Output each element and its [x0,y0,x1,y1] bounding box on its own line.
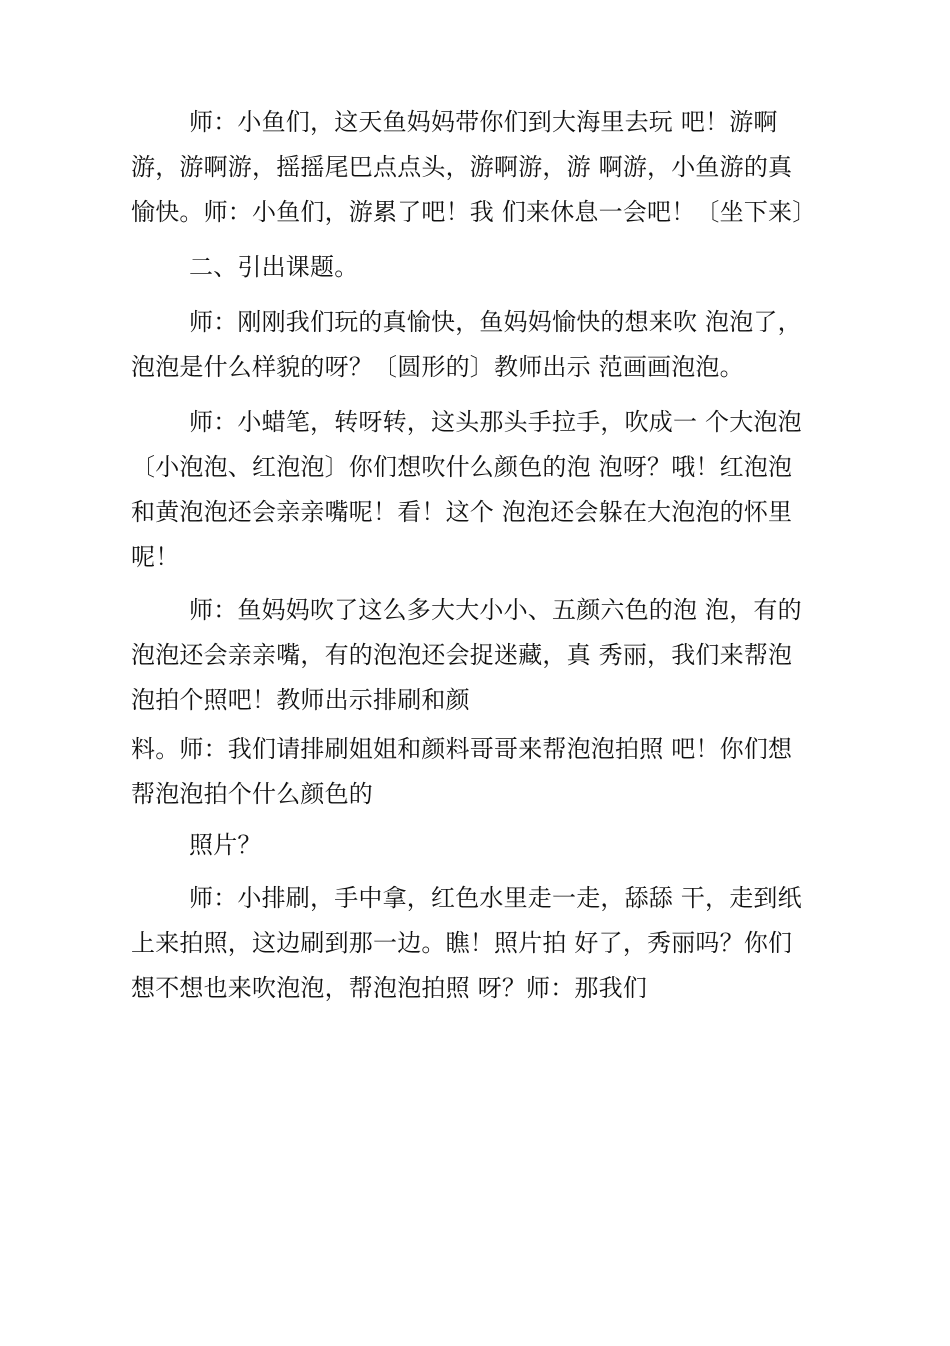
paragraph-2: 二、引出课题。 [189,253,359,281]
paragraph-6: 料。师：我们请排刷姐姐和颜料哥哥来帮泡泡拍照 吧！你们想帮泡泡拍个什么颜色的 [131,735,793,808]
paragraph-1: 师：小鱼们，这天鱼妈妈带你们到大海里去玩 吧！游啊游，游啊游，摇摇尾巴点点头，游啊游，游 啊游，小鱼游的真愉快。师：小鱼们，游累了吧！我 们来休息一会吧！〔坐下来〕 [131,108,817,226]
paragraph-3: 师：刚刚我们玩的真愉快，鱼妈妈愉快的想来吹 泡泡了，泡泡是什么样貌的呀？〔圆形的〕教师出示 范画画泡泡。 [131,308,802,381]
paragraph-7: 照片？ [189,831,262,859]
paragraph-8: 师：小排刷，手中拿，红色水里走一走，舔舔 干，走到纸上来拍照，这边刷到那一边。瞧！照片拍 好了，秀丽吗？你们想不想也来吹泡泡，帮泡泡拍照 呀？师：那我们 [131,884,802,1002]
paragraph-5: 师：鱼妈妈吹了这么多大大小小、五颜六色的泡 泡，有的泡泡还会亲亲嘴，有的泡泡还会捉迷藏，真 秀丽，我们来帮泡泡拍个照吧！教师出示排刷和颜 [131,596,802,714]
paragraph-4: 师：小蜡笔，转呀转，这头那头手拉手，吹成一 个大泡泡〔小泡泡、红泡泡〕你们想吹什么颜色的泡 泡呀？哦！红泡泡和黄泡泡还会亲亲嘴呢！看！这个 泡泡还会躲在大泡泡的怀里呢！ [131,408,802,571]
document-body [131,100,817,1011]
